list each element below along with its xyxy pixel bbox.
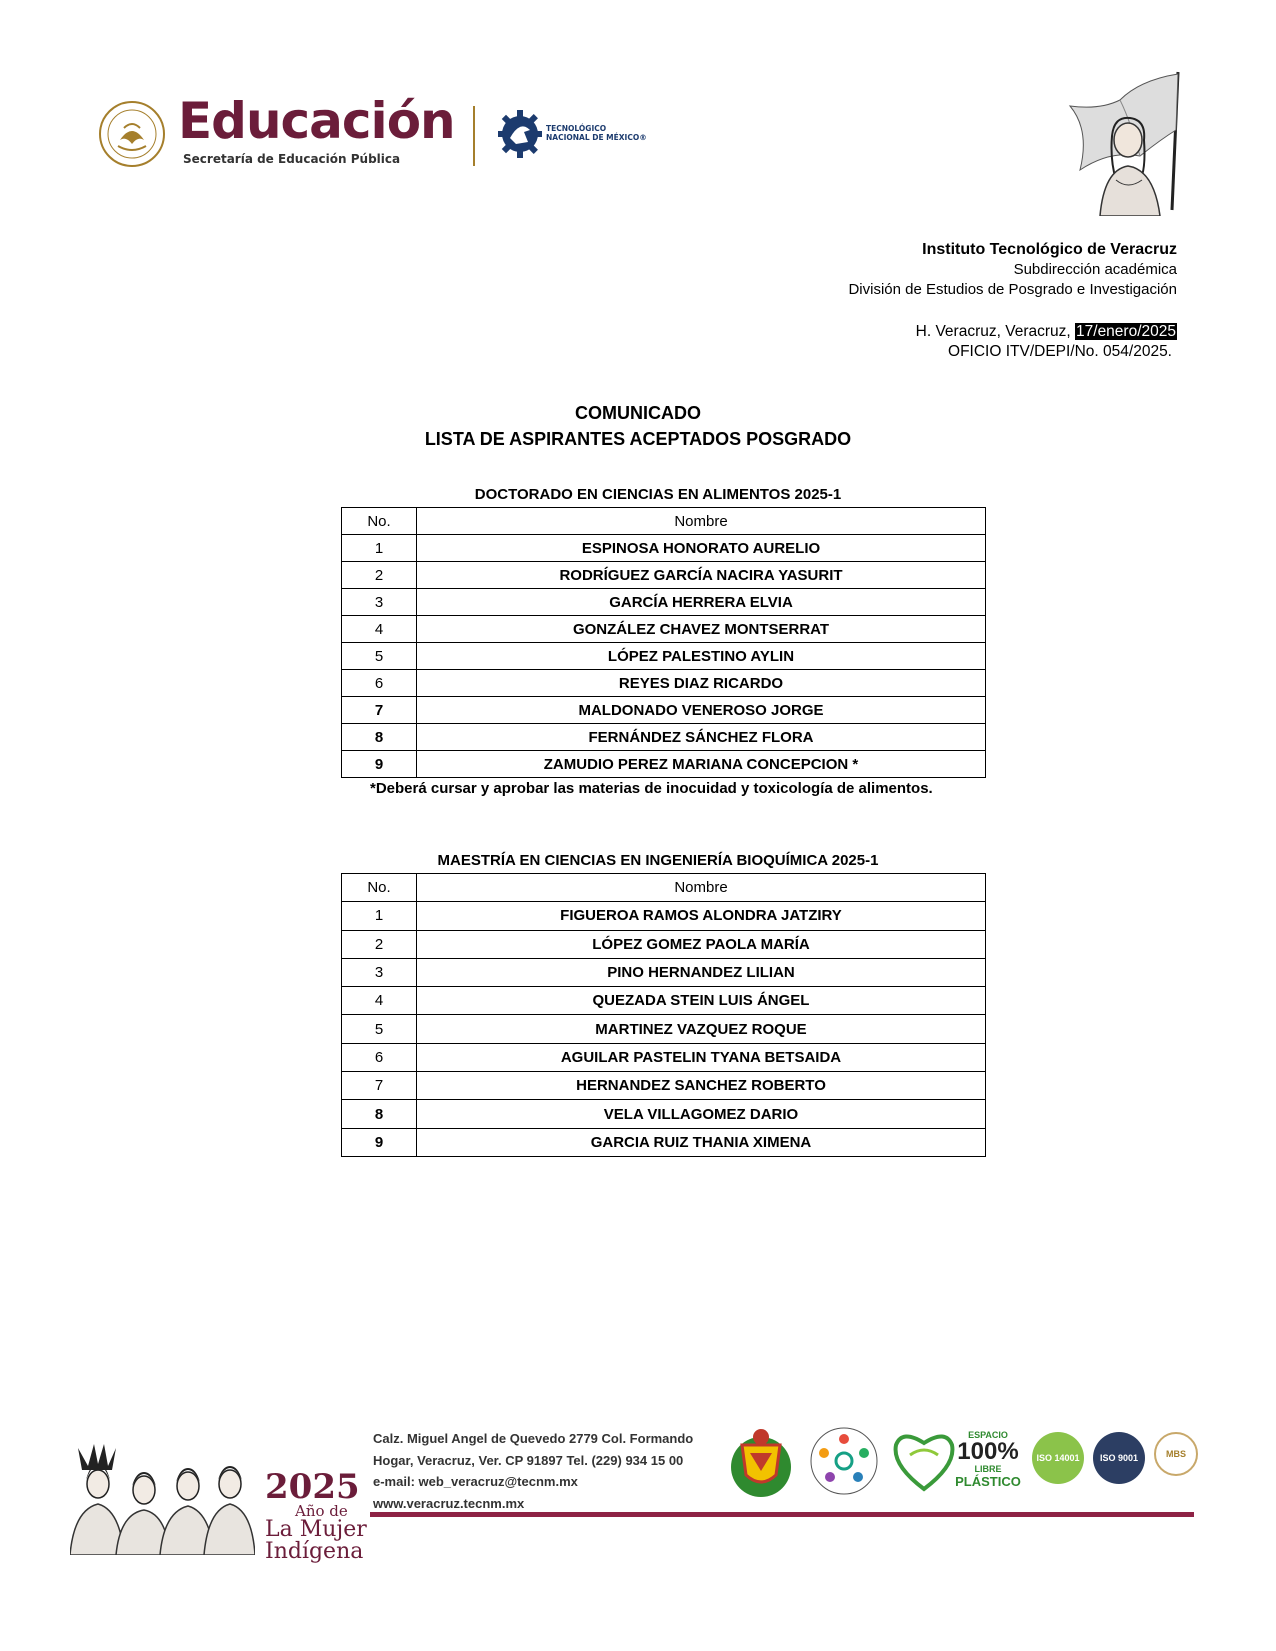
oficio-number: OFICIO ITV/DEPI/No. 054/2025. xyxy=(948,343,1172,360)
row-number: 8 xyxy=(342,724,417,751)
row-number: 9 xyxy=(342,751,417,778)
woman-with-flag-illustration xyxy=(1060,70,1200,216)
mexico-seal-icon xyxy=(98,100,166,168)
address-line-1: Calz. Miguel Angel de Quevedo 2779 Col. Formando xyxy=(373,1431,694,1446)
doctorado-table xyxy=(341,507,986,778)
applicant-name: HERNANDEZ SANCHEZ ROBERTO xyxy=(417,1072,986,1100)
table-row xyxy=(342,1043,986,1071)
indigenous-women-illustration xyxy=(70,1440,255,1555)
applicant-name: MARTINEZ VAZQUEZ ROQUE xyxy=(417,1015,986,1043)
maestria-table xyxy=(341,873,986,1157)
applicant-name: FIGUEROA RAMOS ALONDRA JATZIRY xyxy=(417,902,986,930)
table2-caption: MAESTRÍA EN CIENCIAS EN INGENIERÍA BIOQUÍMICA 2025-1 xyxy=(437,852,879,869)
table-row xyxy=(342,902,986,930)
table-header-row xyxy=(342,874,986,902)
applicant-name: QUEZADA STEIN LUIS ÁNGEL xyxy=(417,987,986,1015)
table-row xyxy=(342,958,986,986)
table-row xyxy=(342,1072,986,1100)
row-number: 8 xyxy=(342,1100,417,1128)
tecnm-label: TECNOLÓGICO NACIONAL DE MÉXICO® xyxy=(546,124,647,142)
row-number: 7 xyxy=(342,697,417,724)
applicant-name: GONZÁLEZ CHAVEZ MONTSERRAT xyxy=(417,616,986,643)
equality-cert-icon xyxy=(808,1425,880,1497)
institution-name: Instituto Tecnológico de Veracruz xyxy=(922,241,1177,258)
table-row xyxy=(342,930,986,958)
title-line-1: COMUNICADO xyxy=(575,403,701,423)
applicant-name: FERNÁNDEZ SÁNCHEZ FLORA xyxy=(417,724,986,751)
table-row xyxy=(342,670,986,697)
document-title xyxy=(0,400,1276,452)
table-row xyxy=(342,724,986,751)
row-number: 2 xyxy=(342,930,417,958)
title-line-2: LISTA DE ASPIRANTES ACEPTADOS POSGRADO xyxy=(424,429,852,449)
department-line-1: Subdirección académica xyxy=(1013,261,1177,278)
applicant-name: GARCÍA HERRERA ELVIA xyxy=(417,589,986,616)
col-no-header: No. xyxy=(342,508,417,535)
tecnm-gear-icon xyxy=(498,108,542,160)
applicant-name: VELA VILLAGOMEZ DARIO xyxy=(417,1100,986,1128)
applicant-name: ZAMUDIO PEREZ MARIANA CONCEPCION * xyxy=(417,751,986,778)
address-line-2: Hogar, Veracruz, Ver. CP 91897 Tel. (229) 934 15 00 xyxy=(373,1452,684,1468)
footer-email: e-mail: web_veracruz@tecnm.mx xyxy=(373,1474,578,1489)
green-heart-icon xyxy=(890,1425,958,1495)
row-number: 4 xyxy=(342,987,417,1015)
dateline xyxy=(916,322,1177,362)
year-line-3: Indígena xyxy=(265,1539,364,1564)
applicant-name: GARCIA RUIZ THANIA XIMENA xyxy=(417,1128,986,1156)
col-name-header: Nombre xyxy=(417,874,986,902)
table-row xyxy=(342,1100,986,1128)
table-row xyxy=(342,589,986,616)
year-slogan xyxy=(265,1467,367,1564)
year-line-2: La Mujer xyxy=(265,1517,367,1542)
row-number: 7 xyxy=(342,1072,417,1100)
table-row xyxy=(342,1015,986,1043)
table-row xyxy=(342,562,986,589)
year-number: 2025 xyxy=(265,1467,360,1507)
col-no-header: No. xyxy=(342,874,417,902)
brand-title: Educación xyxy=(178,92,455,150)
date-value: 17/enero/2025 xyxy=(1076,323,1176,340)
footer-divider xyxy=(370,1512,1194,1517)
col-name-header: Nombre xyxy=(417,508,986,535)
table-row xyxy=(342,643,986,670)
row-number: 5 xyxy=(342,643,417,670)
row-number: 6 xyxy=(342,1043,417,1071)
table-row xyxy=(342,616,986,643)
footer-web: www.veracruz.tecnm.mx xyxy=(373,1495,525,1511)
table1-caption: DOCTORADO EN CIENCIAS EN ALIMENTOS 2025-1 xyxy=(474,486,842,503)
applicant-name: REYES DIAZ RICARDO xyxy=(417,670,986,697)
row-number: 4 xyxy=(342,616,417,643)
applicant-name: ESPINOSA HONORATO AURELIO xyxy=(417,535,986,562)
applicant-name: AGUILAR PASTELIN TYANA BETSAIDA xyxy=(417,1043,986,1071)
row-number: 3 xyxy=(342,958,417,986)
table-row xyxy=(342,697,986,724)
mbs-badge: MBS xyxy=(1154,1432,1198,1476)
date-place: H. Veracruz, Veracruz, xyxy=(915,323,1071,340)
plastic-free-badge: ESPACIO 100% LIBRE PLÁSTICO xyxy=(955,1430,1021,1489)
year-sub: Año de xyxy=(295,1502,348,1520)
iso9001-badge: ISO 9001 xyxy=(1093,1432,1145,1484)
table-row xyxy=(342,987,986,1015)
institution-block xyxy=(848,240,1177,300)
itv-shield-icon xyxy=(722,1425,800,1503)
applicant-name: PINO HERNANDEZ LILIAN xyxy=(417,958,986,986)
applicant-name: LÓPEZ GOMEZ PAOLA MARÍA xyxy=(417,930,986,958)
table-row xyxy=(342,535,986,562)
brand-subtitle: Secretaría de Educación Pública xyxy=(183,152,401,166)
row-number: 2 xyxy=(342,562,417,589)
row-number: 1 xyxy=(342,535,417,562)
applicant-name: MALDONADO VENEROSO JORGE xyxy=(417,697,986,724)
department-line-2: División de Estudios de Posgrado e Investigación xyxy=(848,281,1177,298)
table1-footnote: *Deberá cursar y aprobar las materias de inocuidad y toxicología de alimentos. xyxy=(370,780,933,797)
table-row xyxy=(342,751,986,778)
applicant-name: RODRÍGUEZ GARCÍA NACIRA YASURIT xyxy=(417,562,986,589)
row-number: 5 xyxy=(342,1015,417,1043)
iso14001-badge: ISO 14001 xyxy=(1032,1432,1084,1484)
table-row xyxy=(342,1128,986,1156)
row-number: 1 xyxy=(342,902,417,930)
footer-address xyxy=(373,1428,693,1514)
table-header-row xyxy=(342,508,986,535)
row-number: 3 xyxy=(342,589,417,616)
row-number: 9 xyxy=(342,1128,417,1156)
logo-divider xyxy=(473,106,475,166)
applicant-name: LÓPEZ PALESTINO AYLIN xyxy=(417,643,986,670)
row-number: 6 xyxy=(342,670,417,697)
